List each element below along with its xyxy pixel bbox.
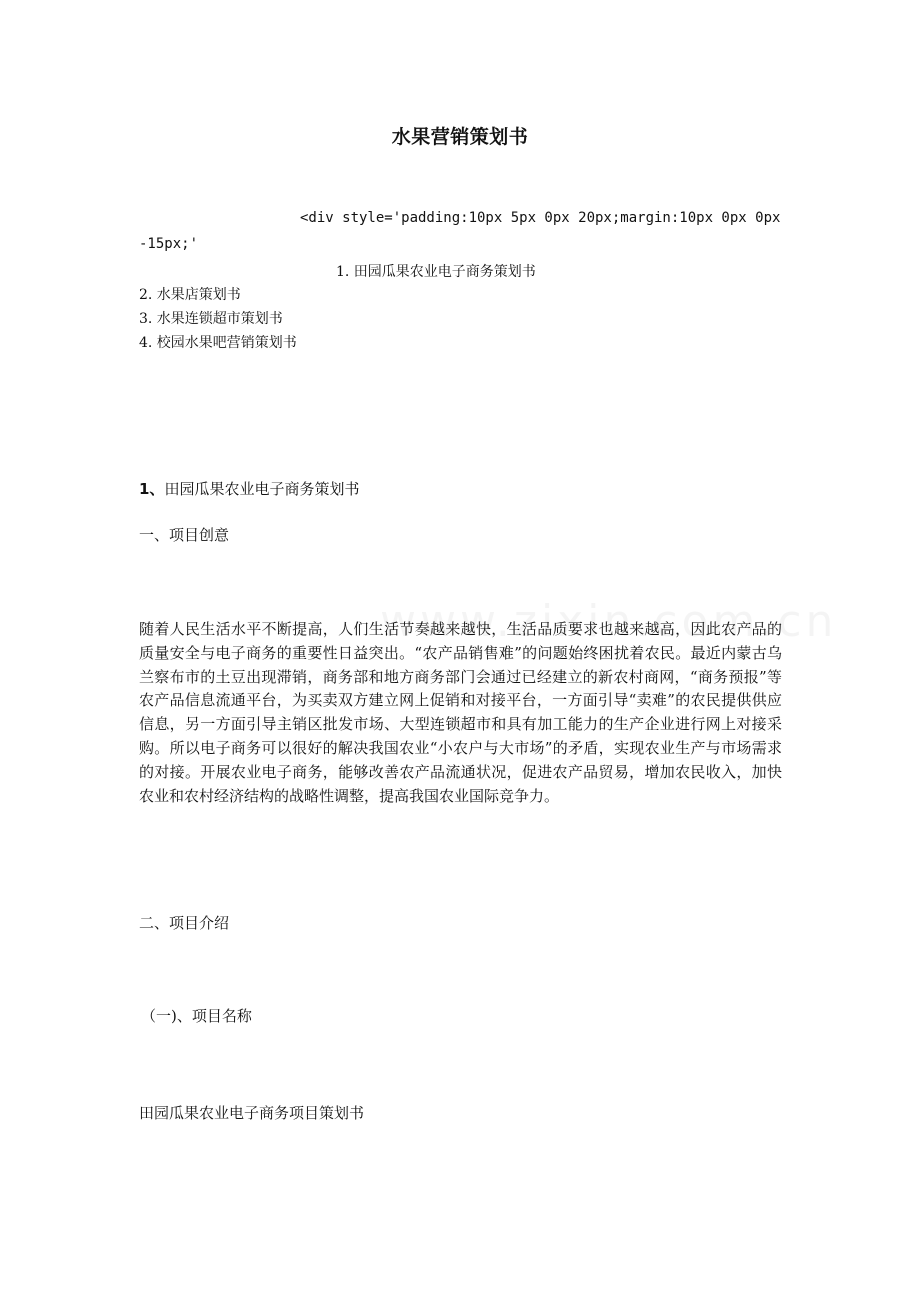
project-name-text: 田园瓜果农业电子商务项目策划书 xyxy=(139,1104,365,1122)
section-1-title: 田园瓜果农业电子商务策划书 xyxy=(164,480,360,498)
toc-item-4[interactable]: 4. 校园水果吧营销策划书 xyxy=(139,335,297,351)
heading-project-intro: 二、项目介绍 xyxy=(139,914,230,932)
heading-project-idea: 一、项目创意 xyxy=(139,526,230,544)
code-fragment-line-1: <div style='padding:10px 5px 0px 20px;margin:10px 0px 0px xyxy=(300,210,781,226)
code-fragment-line-2: -15px;' xyxy=(139,236,199,252)
section-1-number: 1、 xyxy=(139,480,165,498)
paragraph-project-idea: 随着人民生活水平不断提高，人们生活节奏越来越快，生活品质要求也越来越高，因此农产品的质量安全与电子商务的重要性日益突出。“农产品销售难”的问题始终困扰着农民。最近内蒙古乌兰察布市的土豆出现滞销，商务部和地方商务部门会通过已经建立的新农村商网，“商务预报”等农产品信息流通平台，为买卖双方建立网上促销和对接平台，一方面引导“卖难”的农民提供供应信息，另一方面引导主销区批发市场、大型连锁超市和具有加工能力的生产企业进行网上对接采购。所以电子商务可以很好的解决我国农业“小农户与大市场”的矛盾，实现农业生产与市场需求的对接。开展农业电子商务，能够改善农产品流通状况，促进农产品贸易，增加农民收入，加快农业和农村经济结构的战略性调整，提高我国农业国际竞争力。 xyxy=(139,620,782,805)
toc-item-3[interactable]: 3. 水果连锁超市策划书 xyxy=(139,311,283,327)
document-title: 水果营销策划书 xyxy=(391,126,529,148)
toc-item-1[interactable]: 1. 田园瓜果农业电子商务策划书 xyxy=(336,264,536,280)
section-1-heading xyxy=(139,478,359,499)
heading-project-name: （一)、项目名称 xyxy=(141,1007,252,1025)
toc-item-2[interactable]: 2. 水果店策划书 xyxy=(139,287,241,303)
